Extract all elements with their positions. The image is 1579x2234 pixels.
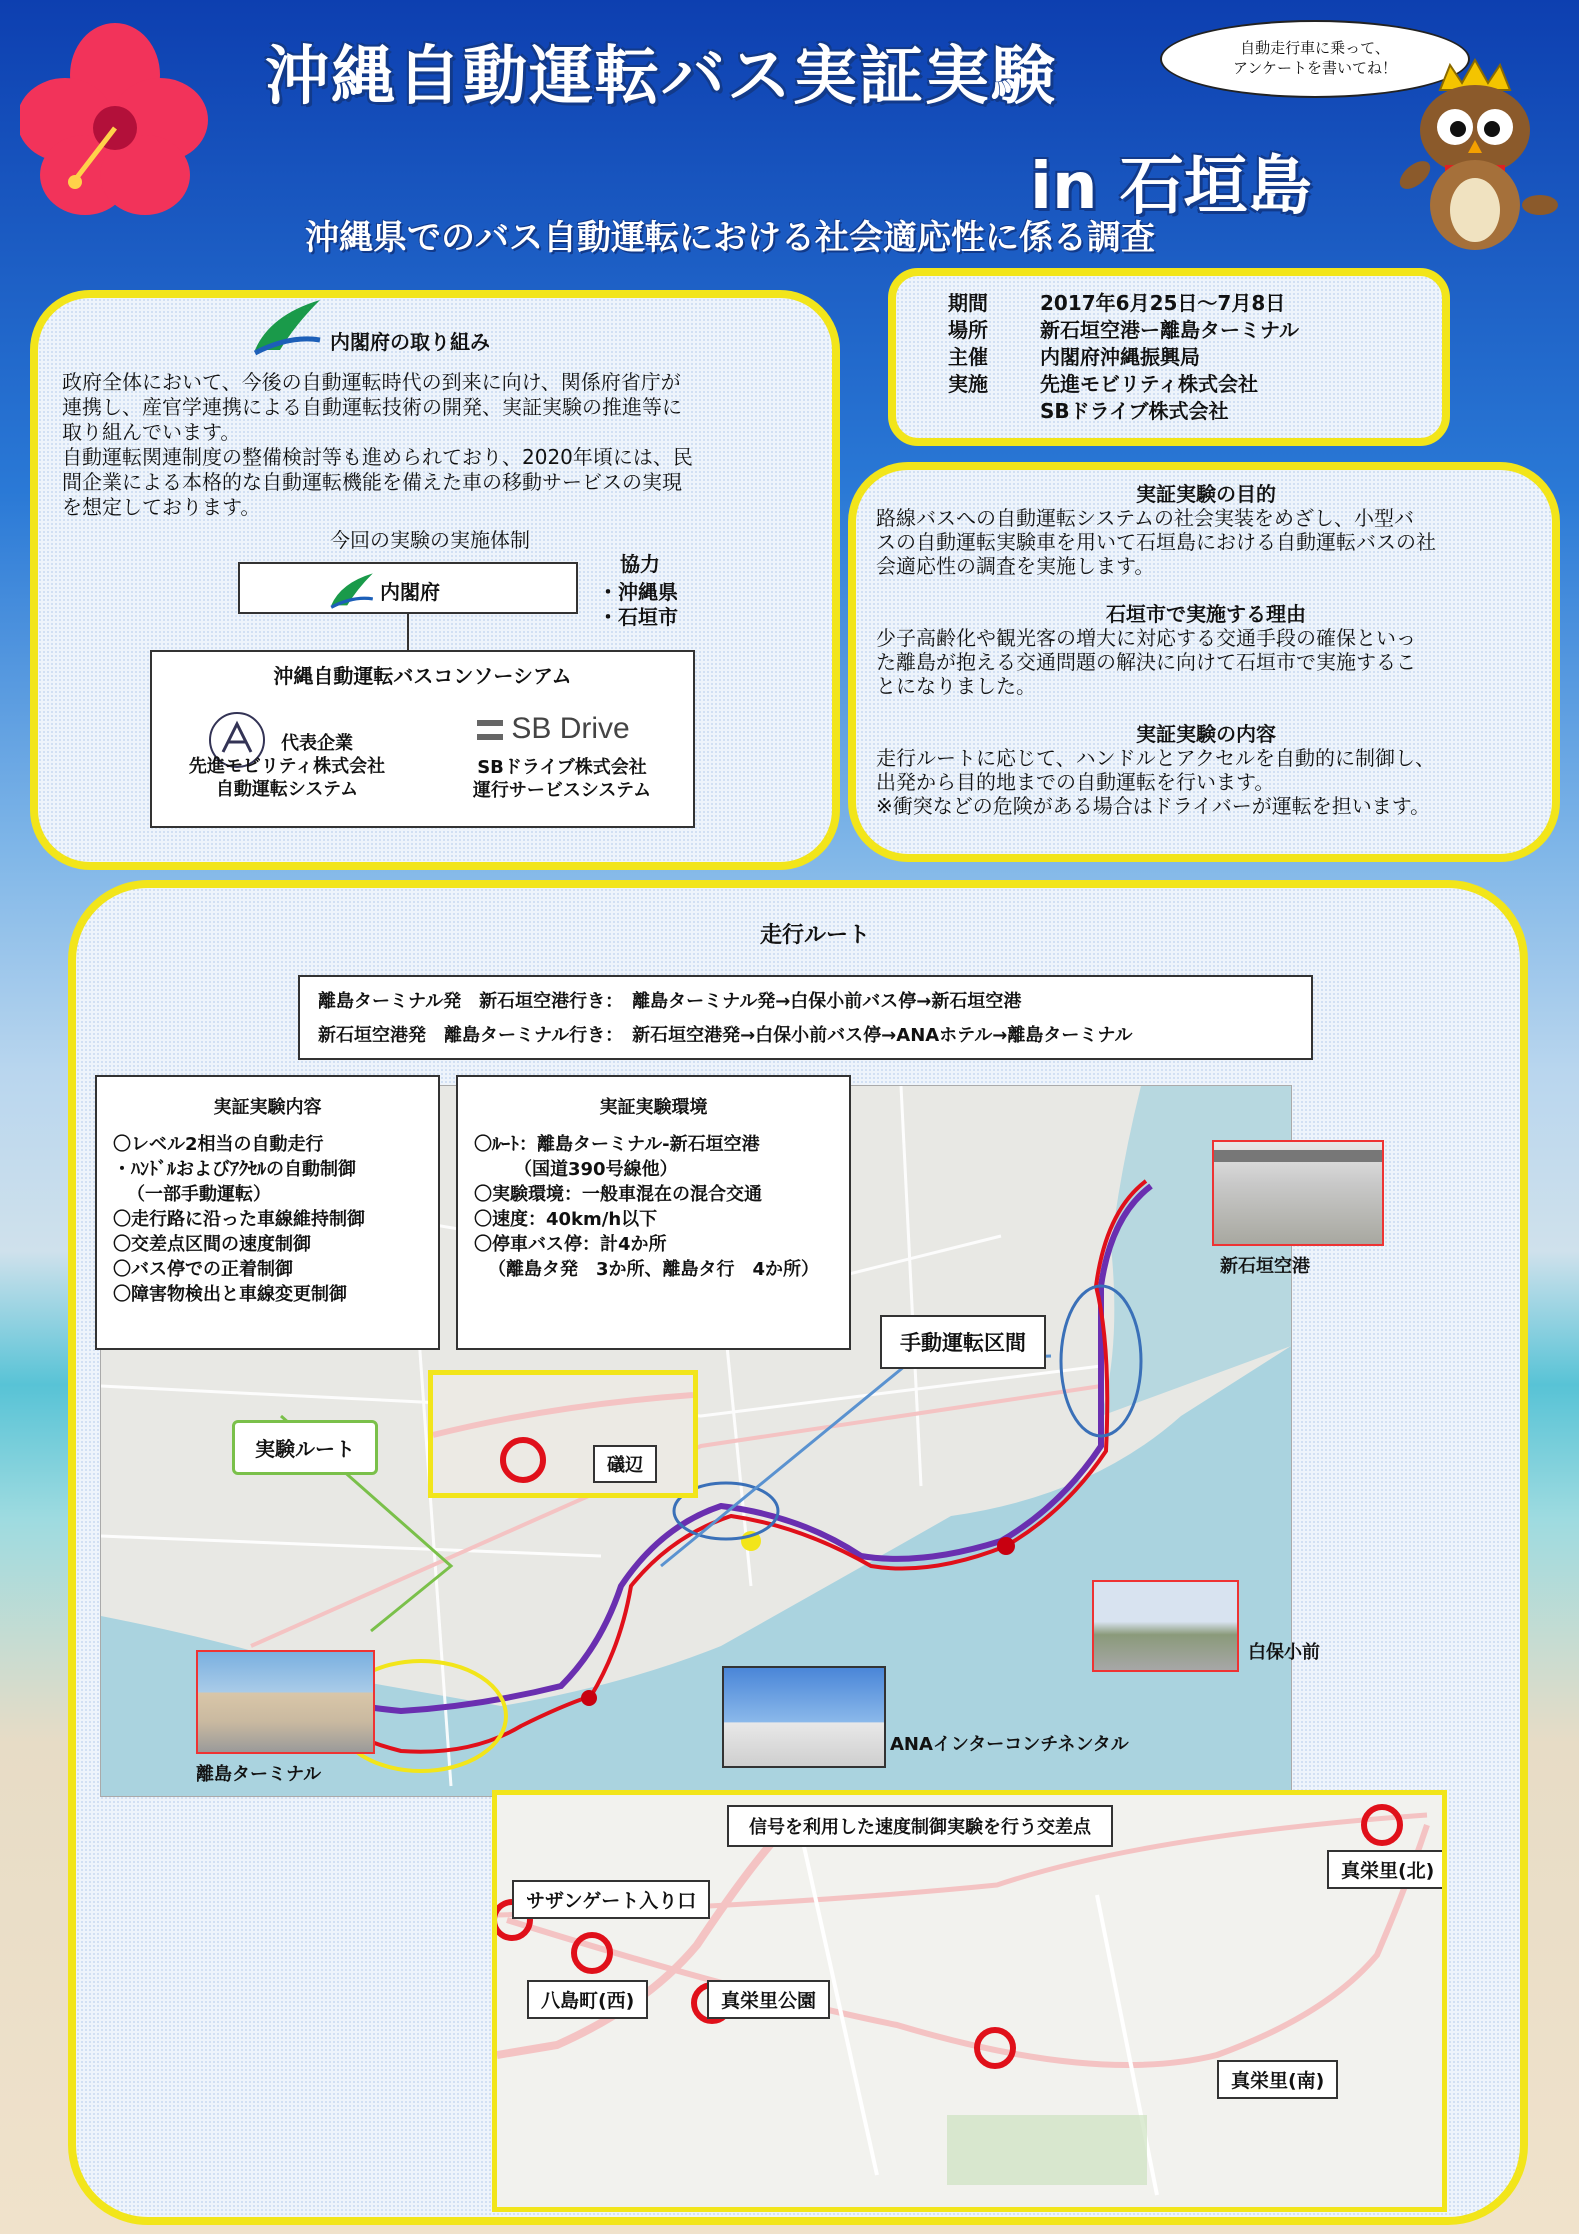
page-subtitle: 沖縄県でのバス自動運転における社会適応性に係る調査 [305,218,1155,258]
shiraho-label: 白保小前 [1248,1642,1320,1663]
inset-point-label: 真栄里公園 [707,1980,830,2019]
text-line: 連携し、産官学連携による自動運転技術の開発、実証実験の推進等に [62,395,682,419]
text-line: とになりました。 [876,674,1036,698]
member1 [167,732,407,801]
sbdrive-logo-text: SB Drive [511,712,630,745]
inset-title: 信号を利用した速度制御実験を行う交差点 [727,1805,1113,1847]
list-item: 〇停車バス停：計4か所 [474,1234,667,1255]
text-line: 取り組んでいます。 [62,420,241,444]
list-item: 〇走行路に沿った車線維持制御 [113,1209,365,1230]
cooperation-list [598,580,678,630]
org-top-box [238,562,578,614]
airport-photo [1212,1140,1384,1246]
list-item: （離島タ発 3か所、離島タ行 4か所） [488,1259,820,1280]
info-label: 期間 [948,291,988,315]
info-label: 主催 [948,345,988,369]
sbdrive-icon [477,720,503,740]
list-item: （国道390号線他） [514,1159,678,1180]
list-item: 〇障害物検出と車線変更制御 [113,1284,347,1305]
experiment-content-box [95,1075,440,1350]
cabinet-office-logo-icon [250,295,325,357]
inset-point-label: サザンゲート入り口 [512,1880,710,1919]
terminal-label: 離島ターミナル [196,1764,322,1785]
info-value: 2017年6月25日～7月8日 [1040,291,1286,315]
member1-line: 代表企業 [281,733,353,754]
experiment-environment-box [456,1075,851,1350]
org-top-label: 内閣府 [380,580,440,604]
member1-line: 先進モビリティ株式会社 [188,756,386,777]
inset-point-label: 八島町(西) [527,1980,648,2019]
text-line: 少子高齢化や観光客の増大に対応する交通手段の確保といっ [876,626,1416,650]
text-line: 自動運転関連制度の整備検討等も進められており、2020年頃には、民 [62,445,693,469]
page-title: 沖縄自動運転バス実証実験 [265,40,1057,114]
member2-line: SBドライブ株式会社 [477,757,647,778]
ana-label: ANAインターコンチネンタル [890,1734,1129,1755]
info-row [948,317,1299,344]
reason-title: 石垣市で実施する理由 [1106,602,1306,626]
info-row [948,344,1299,371]
route-line: 新石垣空港発 離島ターミナル行き： 新石垣空港発→白保小前バス停→ANAホテル→離島ターミナル [318,1025,1133,1046]
terminal-photo [196,1650,375,1754]
purpose-title: 実証実験の目的 [1136,482,1276,506]
list-item: 〇レベル2相当の自動走行 [113,1134,324,1155]
purpose-content [876,482,1536,818]
text-line: 走行ルートに応じて、ハンドルとアクセルを自動的に制御し、 [876,746,1435,770]
text-line: を想定しております。 [62,495,261,519]
list-item: 〇交差点区間の速度制御 [113,1234,311,1255]
member1-line: 自動運転システム [215,779,359,800]
speech-bubble-line: アンケートを書いてね！ [1232,59,1398,77]
cooperation-title: 協力 [620,552,660,576]
cabinet-paragraph-1 [62,370,822,520]
ana-photo [722,1666,886,1768]
info-value: 先進モビリティ株式会社 [1040,372,1258,396]
route-line: 離島ターミナル発 新石垣空港行き： 離島ターミナル発→白保小前バス停→新石垣空港 [318,991,1022,1012]
consortium-title: 沖縄自動運転バスコンソーシアム [273,664,572,688]
shiraho-photo [1092,1580,1239,1672]
experiment-content-title: 実証実験内容 [213,1097,322,1118]
info-row [948,371,1299,398]
manual-section-label: 手動運転区間 [880,1315,1046,1369]
text-line: スの自動運転実験車を用いて石垣島における自動運転バスの社 [876,530,1436,554]
info-value: 内閣府沖縄振興局 [1040,345,1200,369]
list-item: （一部手動運転） [127,1184,271,1205]
inset-point-label: 真栄里(南) [1217,2060,1338,2099]
experiment-route-label: 実験ルート [232,1420,378,1475]
cooperation-item: ・沖縄県 [598,580,678,604]
text-line: 政府全体において、今後の自動運転時代の到来に向け、関係府省庁が [62,370,681,394]
cooperation-item: ・石垣市 [598,605,678,629]
org-connector-line [407,614,409,650]
isobe-label: 礒辺 [593,1445,657,1483]
owl-mascot-icon [1390,55,1560,255]
member2 [442,756,682,802]
isobe-inset [428,1370,698,1498]
info-row [948,290,1299,317]
info-row [948,398,1299,425]
cabinet-heading: 内閣府の取り組み [330,330,490,354]
inset-point-label: 真栄里(北) [1327,1850,1447,1889]
list-item: 〇実験環境：一般車混在の混合交通 [474,1184,762,1205]
info-label: 実施 [948,372,988,396]
text-line: 間企業による本格的な自動運転機能を備えた車の移動サービスの実現 [62,470,682,494]
info-value: 新石垣空港ー離島ターミナル [1040,318,1299,342]
airport-label: 新石垣空港 [1220,1256,1310,1277]
list-item: 〇バス停での正着制御 [113,1259,293,1280]
text-line: 路線バスへの自動運転システムの社会実装をめざし、小型バ [876,506,1414,530]
structure-title: 今回の実験の実施体制 [330,528,530,552]
text-line: ※衝突などの危険がある場合はドライバーが運転を担います。 [876,794,1431,818]
intersection-inset-map [492,1790,1447,2212]
text-line: た離島が抱える交通問題の解決に向けて石垣市で実施するこ [876,650,1416,674]
info-value: SBドライブ株式会社 [1040,399,1229,423]
experiment-environment-title: 実証実験環境 [599,1097,708,1118]
airport-canopy-shape [1214,1150,1382,1162]
info-label: 場所 [948,318,988,342]
route-title: 走行ルート [759,923,870,948]
info-rows [948,290,1299,425]
text-line: 会適応性の調査を実施します。 [876,554,1155,578]
route-description-box [298,975,1313,1060]
speech-bubble-line: 自動走行車に乗って、 [1240,39,1390,57]
list-item: 〇ﾙｰﾄ：離島ターミナル-新石垣空港 [474,1134,760,1155]
member2-line: 運行サービスシステム [472,780,652,801]
text-line: 出発から目的地までの自動運転を行います。 [876,770,1275,794]
cabinet-office-logo-icon [328,570,376,610]
page-title-location: in 石垣島 [1030,150,1312,224]
content-title: 実証実験の内容 [1136,722,1276,746]
sbdrive-logo [477,712,630,746]
hibiscus-flower-icon [20,20,210,220]
list-item: 〇速度：40km/h以下 [474,1209,658,1230]
consortium-box [150,650,695,828]
list-item: ・ﾊﾝﾄﾞﾙおよびｱｸｾﾙの自動制御 [113,1159,356,1180]
